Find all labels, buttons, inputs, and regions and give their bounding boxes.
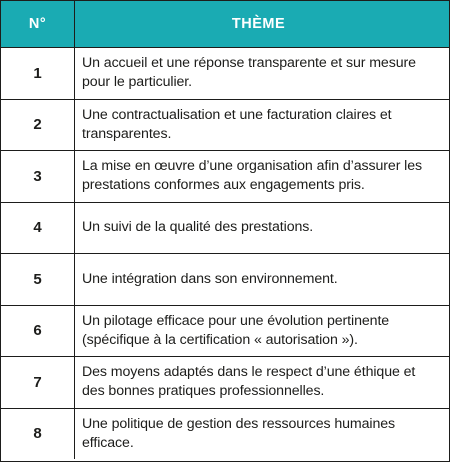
table-row [1,150,449,202]
row-theme: Une contractualisation et une facturation claires et transparentes. [82,106,392,142]
table-row [1,305,449,357]
row-theme: La mise en œuvre d’une organisation afin d’assurer les prestations conformes aux engagements pris. [82,158,423,194]
table-header-row [1,1,449,47]
row-number: 6 [1,306,75,357]
row-number: 5 [1,254,75,305]
row-number: 1 [1,48,75,99]
table-row [1,356,449,408]
table-row [1,99,449,151]
row-theme: Un accueil et une réponse transparente et sur mesure pour le particulier. [82,55,416,91]
table-row [1,253,449,305]
row-number: 3 [1,151,75,202]
table-row [1,202,449,254]
column-header-theme: THÈME [75,1,449,47]
column-header-number: N° [1,1,75,47]
table-row [1,47,449,99]
row-theme: Un pilotage efficace pour une évolution pertinente (spécifique à la certification « autorisation »). [82,312,390,348]
row-number: 2 [1,100,75,151]
row-number: 4 [1,203,75,254]
row-theme: Un suivi de la qualité des prestations. [82,219,314,236]
row-theme: Une politique de gestion des ressources humaines efficace. [82,415,396,451]
row-number: 8 [1,409,75,460]
row-theme: Des moyens adaptés dans le respect d’une éthique et des bonnes pratiques professionnelles. [82,364,416,400]
row-number: 7 [1,357,75,408]
table-row [1,408,449,460]
row-theme: Une intégration dans son environnement. [82,270,338,287]
